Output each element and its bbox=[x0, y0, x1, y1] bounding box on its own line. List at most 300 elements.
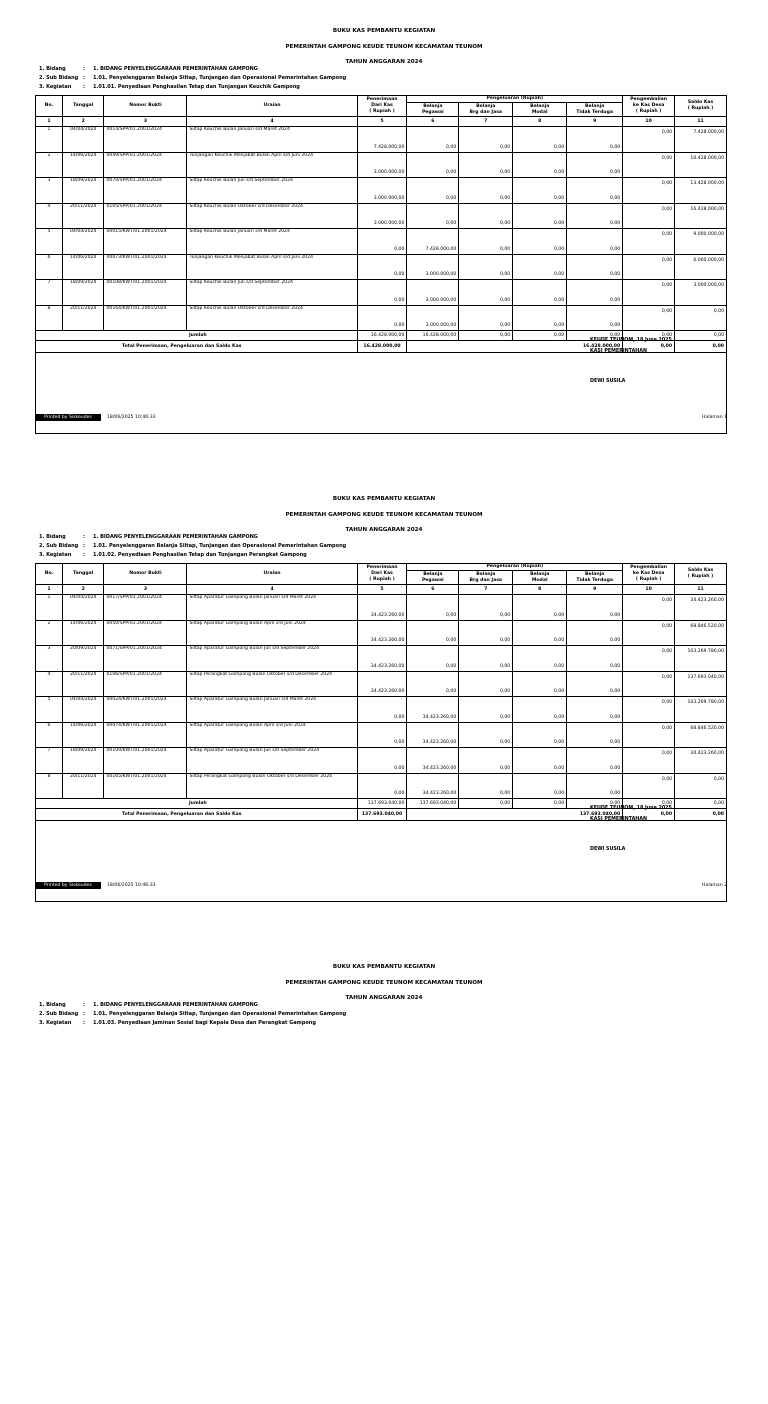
table-row bbox=[36, 280, 727, 306]
header-belanja-barang-line: Belanja bbox=[476, 571, 496, 577]
total-spacer bbox=[36, 809, 104, 821]
cell-pengembalian: 0,00 bbox=[623, 722, 675, 748]
report-page-3 bbox=[0, 936, 768, 1404]
meta-label: 3. Kegiatan bbox=[39, 552, 72, 558]
column-number: 10 bbox=[623, 117, 675, 127]
signature-name: DEWI SUSILA bbox=[590, 379, 626, 384]
report-title: BUKU KAS PEMBANTU KEGIATAN bbox=[332, 28, 436, 34]
meta-label: 2. Sub Bidang bbox=[39, 75, 79, 81]
cell-belanja-pegawai: 0,00 bbox=[407, 646, 459, 672]
cell-uraian: Siltap Aparatur Gampong Bulan Juli s/d September 2024 bbox=[187, 748, 357, 774]
cell-belanja-modal: 0,00 bbox=[513, 773, 567, 799]
column-number: 9 bbox=[567, 117, 623, 127]
meta-label: 1. Bidang bbox=[39, 1002, 66, 1008]
cell-nomor-bukti: 0050/SPP/01.2001/2024 bbox=[104, 620, 187, 646]
cell-pengembalian: 0,00 bbox=[623, 773, 675, 799]
column-number: 9 bbox=[567, 585, 623, 595]
header-no: No. bbox=[36, 564, 63, 585]
cell-belanja-modal: 0,00 bbox=[513, 595, 567, 621]
meta-value: 1.01.03. Penyediaan Jaminan Sosial bagi Kepala Desa dan Perangkat Gampong bbox=[93, 1020, 316, 1026]
page-footer bbox=[35, 882, 727, 889]
meta-row bbox=[39, 66, 258, 72]
cell-pengembalian: 0,00 bbox=[623, 305, 675, 331]
cell-nomor-bukti: 0106/SPP/01.2001/2024 bbox=[104, 671, 187, 697]
column-number: 3 bbox=[104, 585, 187, 595]
header-saldo-line: Saldo Kas bbox=[687, 100, 714, 105]
column-number: 4 bbox=[187, 117, 357, 127]
meta-row bbox=[39, 552, 307, 558]
cell-no: 7 bbox=[36, 280, 63, 306]
cell-uraian: Siltap Aparatur Gampong Bulan Juli s/d September 2024 bbox=[187, 646, 357, 672]
cell-belanja-pegawai: 34.423.260,00 bbox=[407, 748, 459, 774]
column-number: 7 bbox=[459, 117, 513, 127]
jumlah-label: Jumlah bbox=[187, 331, 357, 341]
cell-belanja-modal: 0,00 bbox=[513, 697, 567, 723]
header-penerimaan-line: ( Rupiah ) bbox=[369, 109, 395, 114]
cell-belanja-tidak-terduga: 0,00 bbox=[567, 280, 623, 306]
jumlah-barang: 0,00 bbox=[459, 331, 513, 341]
cell-saldo: 103.269.780,00 bbox=[675, 646, 727, 672]
cell-no: 7 bbox=[36, 748, 63, 774]
header-penerimaan bbox=[357, 564, 407, 585]
total-penerimaan: 137.693.040,00 bbox=[357, 809, 407, 821]
cell-saldo: 68.846.520,00 bbox=[675, 620, 727, 646]
column-number-row bbox=[36, 585, 727, 595]
header-belanja-tidak-terduga bbox=[567, 571, 623, 585]
header-belanja-pegawai bbox=[407, 571, 459, 585]
cell-belanja-pegawai: 3.000.000,00 bbox=[407, 305, 459, 331]
signature-place-date: KEUDE TEUNOM, 18 June 2025 bbox=[590, 806, 672, 811]
cell-saldo: 0,00 bbox=[675, 305, 727, 331]
header-saldo-line: ( Rupiah ) bbox=[687, 574, 714, 579]
cell-belanja-pegawai: 3.000.000,00 bbox=[407, 254, 459, 280]
header-saldo bbox=[675, 96, 727, 117]
cell-nomor-bukti: 00164/KWT/01.2001/2024 bbox=[104, 305, 187, 331]
cell-tanggal: 18/09/2024 bbox=[62, 178, 104, 204]
column-number: 11 bbox=[675, 585, 727, 595]
cell-pengembalian: 0,00 bbox=[623, 748, 675, 774]
report-subtitle: PEMERINTAH GAMPONG KEUDE TEUNOM KECAMATAN TEUNOM bbox=[285, 44, 483, 50]
header-nomor-bukti: Nomor Bukti bbox=[104, 96, 187, 117]
jumlah-saldo: 0,00 bbox=[675, 799, 727, 809]
cell-tanggal: 04/04/2024 bbox=[62, 229, 104, 255]
table-row bbox=[36, 229, 727, 255]
cell-penerimaan: 34.423.260,00 bbox=[357, 620, 407, 646]
cell-nomor-bukti: 00074/KWT/01.2001/2024 bbox=[104, 722, 187, 748]
printed-by-badge: Printed by Siskeudes bbox=[35, 882, 101, 889]
jumlah-saldo: 0,00 bbox=[675, 331, 727, 341]
total-saldo: 0,00 bbox=[675, 341, 727, 353]
cell-belanja-barang: 0,00 bbox=[459, 595, 513, 621]
column-number: 5 bbox=[357, 117, 407, 127]
cell-saldo: 13.428.000,00 bbox=[675, 178, 727, 204]
cell-pengembalian: 0,00 bbox=[623, 178, 675, 204]
table-row bbox=[36, 620, 727, 646]
cell-penerimaan: 0,00 bbox=[357, 280, 407, 306]
cell-nomor-bukti: 00015/KWT/01.2001/2024 bbox=[104, 229, 187, 255]
column-number-row bbox=[36, 117, 727, 127]
cell-uraian: Tunjangan Keuchik Menjabat Bulan April s/d Juni 2024 bbox=[187, 254, 357, 280]
header-belanja-barang-line: Belanja bbox=[476, 103, 496, 109]
signature-position: KASI PEMERINTAHAN bbox=[590, 349, 648, 354]
cell-belanja-tidak-terduga: 0,00 bbox=[567, 697, 623, 723]
total-saldo: 0,00 bbox=[675, 809, 727, 821]
jumlah-spacer bbox=[36, 331, 187, 341]
cell-no: 2 bbox=[36, 152, 63, 178]
cell-belanja-barang: 0,00 bbox=[459, 697, 513, 723]
cell-nomor-bukti: 0105/SPP/01.2001/2024 bbox=[104, 203, 187, 229]
cell-penerimaan: 34.423.260,00 bbox=[357, 671, 407, 697]
cell-belanja-modal: 0,00 bbox=[513, 748, 567, 774]
cell-uraian: Siltap Aparatur Gampong Bulan April s/d Juni 2024 bbox=[187, 722, 357, 748]
cell-nomor-bukti: 00165/KWT/01.2001/2024 bbox=[104, 773, 187, 799]
jumlah-penerimaan: 137.693.040,00 bbox=[357, 799, 407, 809]
cell-belanja-barang: 0,00 bbox=[459, 280, 513, 306]
cell-nomor-bukti: 00073/KWT/01.2001/2024 bbox=[104, 254, 187, 280]
jumlah-tidak_terduga: 0,00 bbox=[567, 331, 623, 341]
header-saldo bbox=[675, 564, 727, 585]
cell-belanja-pegawai: 34.423.260,00 bbox=[407, 773, 459, 799]
cell-pengembalian: 0,00 bbox=[623, 620, 675, 646]
cell-nomor-bukti: 0017/SPP/01.2001/2024 bbox=[104, 595, 187, 621]
header-pengembalian bbox=[623, 564, 675, 585]
cell-uraian: Siltap Aparatur Gampong Bulan April s/d Juni 2024 bbox=[187, 620, 357, 646]
cell-saldo: 6.000.000,00 bbox=[675, 254, 727, 280]
header-belanja-modal-line: Belanja bbox=[530, 103, 550, 109]
header-belanja-barang-line: Brg dan Jasa bbox=[469, 109, 503, 115]
cell-belanja-tidak-terduga: 0,00 bbox=[567, 646, 623, 672]
cell-nomor-bukti: 0071/SPP/01.2001/2024 bbox=[104, 646, 187, 672]
header-pengeluaran: Pengeluaran (Rupiah) bbox=[407, 96, 623, 103]
cell-belanja-modal: 0,00 bbox=[513, 646, 567, 672]
cell-tanggal: 20/09/2024 bbox=[62, 646, 104, 672]
cell-belanja-tidak-terduga: 0,00 bbox=[567, 773, 623, 799]
meta-colon: : bbox=[83, 75, 85, 81]
meta-colon: : bbox=[83, 66, 85, 72]
jumlah-modal: 0,00 bbox=[513, 331, 567, 341]
header-belanja-pegawai bbox=[407, 103, 459, 117]
cell-uraian: Siltap Keuchik Bulan Juli s/d September 2024 bbox=[187, 280, 357, 306]
cell-belanja-tidak-terduga: 0,00 bbox=[567, 178, 623, 204]
header-pengembalian-line: ( Rupiah ) bbox=[635, 577, 662, 582]
cell-belanja-tidak-terduga: 0,00 bbox=[567, 152, 623, 178]
meta-value: 1.01. Penyelenggaran Belanja Siltap, Tunjangan dan Operasional Pemerintahan Gampong bbox=[93, 1011, 347, 1017]
cell-penerimaan: 0,00 bbox=[357, 748, 407, 774]
cell-no: 6 bbox=[36, 254, 63, 280]
cell-belanja-modal: 0,00 bbox=[513, 127, 567, 153]
cell-saldo: 3.000.000,00 bbox=[675, 280, 727, 306]
printed-timestamp: 18/06/2025 10:46:33 bbox=[107, 883, 156, 888]
table-row bbox=[36, 748, 727, 774]
header-saldo-line: ( Rupiah ) bbox=[687, 106, 714, 111]
cell-uraian: Siltap Perangkat Gampong Bulan Oktober s/d Desember 2024 bbox=[187, 773, 357, 799]
meta-row bbox=[39, 1002, 258, 1008]
cell-uraian: Siltap Aparatur Gampong Bulan Januari s/d Maret 2024 bbox=[187, 697, 357, 723]
cell-belanja-pegawai: 34.423.260,00 bbox=[407, 722, 459, 748]
signature-row bbox=[36, 821, 727, 902]
column-number: 10 bbox=[623, 585, 675, 595]
meta-value: 1. BIDANG PENYELENGGARAAN PEMERINTAHAN GAMPONG bbox=[93, 1002, 258, 1008]
cell-penerimaan: 7.428.000,00 bbox=[357, 127, 407, 153]
meta-label: 3. Kegiatan bbox=[39, 1020, 72, 1026]
cell-penerimaan: 0,00 bbox=[357, 305, 407, 331]
jumlah-spacer bbox=[36, 799, 187, 809]
printed-timestamp: 18/06/2025 10:46:33 bbox=[107, 415, 156, 420]
jumlah-penerimaan: 16.428.000,00 bbox=[357, 331, 407, 341]
cell-no: 6 bbox=[36, 722, 63, 748]
cell-belanja-modal: 0,00 bbox=[513, 203, 567, 229]
table-row bbox=[36, 203, 727, 229]
cell-penerimaan: 0,00 bbox=[357, 254, 407, 280]
cell-penerimaan: 3.000.000,00 bbox=[357, 203, 407, 229]
column-number: 7 bbox=[459, 585, 513, 595]
cell-belanja-tidak-terduga: 0,00 bbox=[567, 203, 623, 229]
column-number: 2 bbox=[62, 117, 104, 127]
cell-tanggal: 18/09/2024 bbox=[62, 280, 104, 306]
header-pengembalian bbox=[623, 96, 675, 117]
meta-value: 1.01.01. Penyediaan Penghasilan Tetap dan Tunjangan Keuchik Gampong bbox=[93, 84, 300, 90]
cell-pengembalian: 0,00 bbox=[623, 229, 675, 255]
cell-belanja-modal: 0,00 bbox=[513, 671, 567, 697]
cell-belanja-barang: 0,00 bbox=[459, 127, 513, 153]
cell-belanja-pegawai: 0,00 bbox=[407, 152, 459, 178]
signature-position: KASI PEMERINTAHAN bbox=[590, 817, 648, 822]
cell-belanja-barang: 0,00 bbox=[459, 229, 513, 255]
signature-row bbox=[36, 353, 727, 434]
report-year: TAHUN ANGGARAN 2024 bbox=[345, 527, 423, 533]
signature-name: DEWI SUSILA bbox=[590, 847, 626, 852]
cell-penerimaan: 0,00 bbox=[357, 697, 407, 723]
cell-penerimaan: 34.423.260,00 bbox=[357, 595, 407, 621]
table-row bbox=[36, 595, 727, 621]
cell-saldo: 34.423.260,00 bbox=[675, 748, 727, 774]
signature-box bbox=[36, 353, 727, 434]
jumlah-pengembalian: 0,00 bbox=[623, 331, 675, 341]
meta-label: 2. Sub Bidang bbox=[39, 543, 79, 549]
cell-saldo: 68.846.520,00 bbox=[675, 722, 727, 748]
cell-penerimaan: 3.000.000,00 bbox=[357, 178, 407, 204]
cell-nomor-bukti: 0014/SPP/01.2001/2024 bbox=[104, 127, 187, 153]
header-belanja-barang bbox=[459, 571, 513, 585]
table-row bbox=[36, 646, 727, 672]
cell-pengembalian: 0,00 bbox=[623, 280, 675, 306]
header-penerimaan-line: Dari Kas bbox=[371, 103, 393, 108]
cell-pengembalian: 0,00 bbox=[623, 646, 675, 672]
cell-no: 8 bbox=[36, 773, 63, 799]
cell-tanggal: 14/06/2024 bbox=[62, 152, 104, 178]
header-belanja-modal-line: Modal bbox=[531, 577, 548, 583]
cell-saldo: 10.428.000,00 bbox=[675, 152, 727, 178]
meta-colon: : bbox=[83, 543, 85, 549]
cell-belanja-pegawai: 0,00 bbox=[407, 620, 459, 646]
cell-pengembalian: 0,00 bbox=[623, 671, 675, 697]
cell-tanggal: 18/09/2024 bbox=[62, 748, 104, 774]
header-penerimaan bbox=[357, 96, 407, 117]
column-number: 4 bbox=[187, 585, 357, 595]
header-belanja-modal bbox=[513, 103, 567, 117]
cell-pengembalian: 0,00 bbox=[623, 697, 675, 723]
column-number: 2 bbox=[62, 585, 104, 595]
meta-colon: : bbox=[83, 1011, 85, 1017]
header-belanja-tidak-terduga bbox=[567, 103, 623, 117]
cell-belanja-pegawai: 3.000.000,00 bbox=[407, 280, 459, 306]
meta-value: 1.01. Penyelenggaran Belanja Siltap, Tunjangan dan Operasional Pemerintahan Gampong bbox=[93, 543, 347, 549]
cell-belanja-barang: 0,00 bbox=[459, 748, 513, 774]
cell-nomor-bukti: 0070/SPP/01.2001/2024 bbox=[104, 178, 187, 204]
column-number: 3 bbox=[104, 117, 187, 127]
jumlah-pegawai: 137.693.040,00 bbox=[407, 799, 459, 809]
cell-belanja-pegawai: 0,00 bbox=[407, 595, 459, 621]
header-pengembalian-line: Pengembalian bbox=[630, 97, 668, 102]
meta-row bbox=[39, 534, 258, 540]
header-nomor-bukti: Nomor Bukti bbox=[104, 564, 187, 585]
header-belanja-tidak-terduga-line: Belanja bbox=[585, 103, 605, 109]
meta-value: 1.01. Penyelenggaran Belanja Siltap, Tunjangan dan Operasional Pemerintahan Gampong bbox=[93, 75, 347, 81]
meta-row bbox=[39, 84, 300, 90]
total-spacer bbox=[36, 341, 104, 353]
cell-belanja-tidak-terduga: 0,00 bbox=[567, 595, 623, 621]
cell-tanggal: 14/06/2024 bbox=[62, 722, 104, 748]
cell-belanja-pegawai: 0,00 bbox=[407, 203, 459, 229]
table-row bbox=[36, 305, 727, 331]
report-year: TAHUN ANGGARAN 2024 bbox=[345, 995, 423, 1001]
meta-row bbox=[39, 543, 346, 549]
cell-uraian: Siltap Keuchik Bulan Januari s/d Maret 2024 bbox=[187, 229, 357, 255]
cell-penerimaan: 34.423.260,00 bbox=[357, 646, 407, 672]
cell-no: 8 bbox=[36, 305, 63, 331]
table-header-row bbox=[36, 564, 727, 571]
header-tanggal: Tanggal bbox=[62, 564, 104, 585]
cell-tanggal: 14/06/2024 bbox=[62, 254, 104, 280]
cell-penerimaan: 0,00 bbox=[357, 773, 407, 799]
cell-penerimaan: 0,00 bbox=[357, 229, 407, 255]
column-number: 6 bbox=[407, 585, 459, 595]
header-belanja-modal-line: Modal bbox=[531, 109, 548, 115]
report-title: BUKU KAS PEMBANTU KEGIATAN bbox=[332, 496, 436, 502]
column-number: 11 bbox=[675, 117, 727, 127]
cell-no: 5 bbox=[36, 229, 63, 255]
cell-penerimaan: 0,00 bbox=[357, 722, 407, 748]
cell-tanggal: 14/06/2024 bbox=[62, 620, 104, 646]
cell-uraian: Siltap Keuchik Bulan Juli s/d September 2024 bbox=[187, 178, 357, 204]
header-penerimaan-line: Dari Kas bbox=[371, 571, 393, 576]
table-row bbox=[36, 178, 727, 204]
table-row bbox=[36, 671, 727, 697]
column-number: 1 bbox=[36, 117, 63, 127]
cell-pengembalian: 0,00 bbox=[623, 203, 675, 229]
cell-no: 2 bbox=[36, 620, 63, 646]
header-pengembalian-line: ke Kas Desa bbox=[632, 103, 665, 108]
meta-value: 1. BIDANG PENYELENGGARAAN PEMERINTAHAN GAMPONG bbox=[93, 534, 258, 540]
jumlah-modal: 0,00 bbox=[513, 799, 567, 809]
cell-belanja-tidak-terduga: 0,00 bbox=[567, 620, 623, 646]
cell-belanja-barang: 0,00 bbox=[459, 203, 513, 229]
page-number: Halaman 1 bbox=[702, 415, 727, 420]
cell-no: 1 bbox=[36, 127, 63, 153]
cell-belanja-pegawai: 34.423.260,00 bbox=[407, 697, 459, 723]
header-belanja-tidak-terduga-line: Belanja bbox=[585, 571, 605, 577]
signature-place-date: KEUDE TEUNOM, 18 June 2025 bbox=[590, 338, 672, 343]
cell-uraian: Siltap Keuchik Bulan Oktober s/d Desember 2024 bbox=[187, 305, 357, 331]
cell-no: 1 bbox=[36, 595, 63, 621]
signature-box bbox=[36, 821, 727, 902]
meta-row bbox=[39, 1020, 316, 1026]
cell-belanja-barang: 0,00 bbox=[459, 722, 513, 748]
header-uraian: Uraian bbox=[187, 564, 357, 585]
cell-belanja-tidak-terduga: 0,00 bbox=[567, 127, 623, 153]
printed-by-badge: Printed by Siskeudes bbox=[35, 414, 101, 421]
cell-pengembalian: 0,00 bbox=[623, 254, 675, 280]
meta-label: 3. Kegiatan bbox=[39, 84, 72, 90]
header-belanja-pegawai-line: Belanja bbox=[423, 571, 443, 577]
cell-saldo: 34.423.260,00 bbox=[675, 595, 727, 621]
cell-tanggal: 20/11/2024 bbox=[62, 203, 104, 229]
header-belanja-pegawai-line: Belanja bbox=[423, 103, 443, 109]
header-saldo-line: Saldo Kas bbox=[687, 568, 714, 573]
cell-belanja-modal: 0,00 bbox=[513, 620, 567, 646]
cell-tanggal: 04/04/2024 bbox=[62, 697, 104, 723]
cell-belanja-modal: 0,00 bbox=[513, 280, 567, 306]
meta-value: 1.01.02. Penyediaan Penghasilan Tetap dan Tunjangan Perangkat Gampong bbox=[93, 552, 307, 558]
header-pengeluaran: Pengeluaran (Rupiah) bbox=[407, 564, 623, 571]
column-number: 5 bbox=[357, 585, 407, 595]
column-number: 1 bbox=[36, 585, 63, 595]
cell-no: 4 bbox=[36, 203, 63, 229]
jumlah-pengembalian: 0,00 bbox=[623, 799, 675, 809]
meta-colon: : bbox=[83, 84, 85, 90]
header-penerimaan-line: Penerimaan bbox=[366, 565, 398, 570]
cell-belanja-tidak-terduga: 0,00 bbox=[567, 722, 623, 748]
cell-nomor-bukti: 00024/KWT/01.2001/2024 bbox=[104, 697, 187, 723]
jumlah-tidak_terduga: 0,00 bbox=[567, 799, 623, 809]
report-year: TAHUN ANGGARAN 2024 bbox=[345, 59, 423, 65]
report-page-2 bbox=[0, 468, 768, 936]
meta-label: 1. Bidang bbox=[39, 66, 66, 72]
cell-tanggal: 04/04/2024 bbox=[62, 595, 104, 621]
cell-pengembalian: 0,00 bbox=[623, 595, 675, 621]
meta-label: 2. Sub Bidang bbox=[39, 1011, 79, 1017]
cell-tanggal: 20/11/2024 bbox=[62, 773, 104, 799]
page-number: Halaman 2 bbox=[702, 883, 727, 888]
cell-saldo: 103.269.780,00 bbox=[675, 697, 727, 723]
cell-nomor-bukti: 00108/KWT/01.2001/2024 bbox=[104, 280, 187, 306]
column-number: 8 bbox=[513, 117, 567, 127]
table-row bbox=[36, 152, 727, 178]
cell-saldo: 0,00 bbox=[675, 773, 727, 799]
cell-pengembalian: 0,00 bbox=[623, 152, 675, 178]
report-page-1 bbox=[0, 0, 768, 468]
meta-colon: : bbox=[83, 1002, 85, 1008]
total-pengembalian: 0,00 bbox=[623, 341, 675, 353]
header-belanja-pegawai-line: Pegawai bbox=[421, 109, 444, 115]
header-tanggal: Tanggal bbox=[62, 96, 104, 117]
header-penerimaan-line: Penerimaan bbox=[366, 97, 398, 102]
cell-belanja-tidak-terduga: 0,00 bbox=[567, 229, 623, 255]
column-number: 6 bbox=[407, 117, 459, 127]
report-subtitle: PEMERINTAH GAMPONG KEUDE TEUNOM KECAMATAN TEUNOM bbox=[285, 980, 483, 986]
cell-no: 4 bbox=[36, 671, 63, 697]
header-belanja-tidak-terduga-line: Tidak Terduga bbox=[576, 577, 613, 583]
cell-uraian: Siltap Aparatur Gampong Bulan Januari s/d Maret 2024 bbox=[187, 595, 357, 621]
cell-nomor-bukti: 00109/KWT/01.2001/2024 bbox=[104, 748, 187, 774]
cell-tanggal: 20/11/2024 bbox=[62, 305, 104, 331]
jumlah-label: Jumlah bbox=[187, 799, 357, 809]
cell-belanja-barang: 0,00 bbox=[459, 254, 513, 280]
cell-saldo: 137.693.040,00 bbox=[675, 671, 727, 697]
header-belanja-barang-line: Brg dan Jasa bbox=[469, 577, 503, 583]
meta-label: 1. Bidang bbox=[39, 534, 66, 540]
header-pengembalian-line: ( Rupiah ) bbox=[635, 109, 662, 114]
